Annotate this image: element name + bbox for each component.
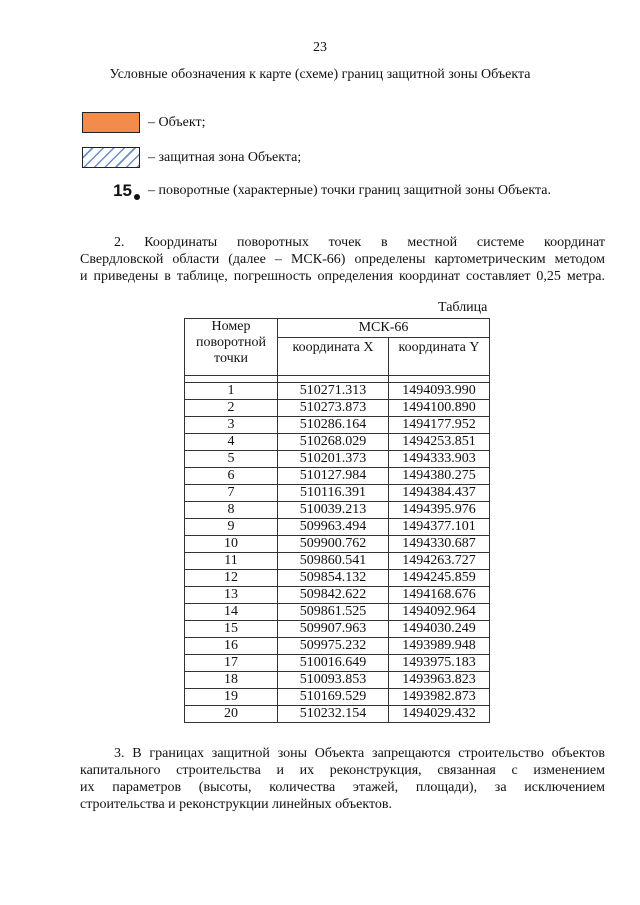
table-row: [185, 706, 490, 723]
cell-coordinate-y: 1494092.964: [389, 604, 490, 621]
table-row: [185, 417, 490, 434]
table-row: [185, 536, 490, 553]
legend-item-point: [82, 181, 551, 201]
legend-label-point: – поворотные (характерные) точки границ защитной зоны Объекта.: [148, 183, 551, 198]
coordinates-table-body: [185, 383, 490, 723]
cell-coordinate-y: 1494168.676: [389, 587, 490, 604]
header-coordinate-y: координата Y: [389, 338, 490, 376]
cell-coordinate-x: 509861.525: [278, 604, 389, 621]
cell-coordinate-y: 1494177.952: [389, 417, 490, 434]
table-row: [185, 485, 490, 502]
cell-point-number: 6: [185, 468, 278, 485]
cell-coordinate-y: 1494253.851: [389, 434, 490, 451]
cell-point-number: 5: [185, 451, 278, 468]
cell-coordinate-x: 510286.164: [278, 417, 389, 434]
cell-coordinate-x: 509842.622: [278, 587, 389, 604]
paragraph-2-line: 2. Координаты поворотных точек в местной системе координат: [114, 235, 605, 250]
paragraph-3-line: их параметров (высоты, количества этажей, площади), за исключением: [80, 780, 605, 795]
cell-point-number: 8: [185, 502, 278, 519]
cell-coordinate-y: 1494330.687: [389, 536, 490, 553]
cell-coordinate-x: 510201.373: [278, 451, 389, 468]
table-row: [185, 434, 490, 451]
table-row: [185, 519, 490, 536]
cell-coordinate-x: 509963.494: [278, 519, 389, 536]
header-coordinate-system: МСК-66: [278, 319, 490, 338]
header-point-number: Номер поворотной точки: [185, 319, 278, 376]
cell-point-number: 10: [185, 536, 278, 553]
cell-point-number: 11: [185, 553, 278, 570]
header-separator: [185, 376, 490, 383]
table-row: [185, 587, 490, 604]
cell-point-number: 12: [185, 570, 278, 587]
table-row: [185, 383, 490, 400]
legend-item-object: [82, 112, 205, 133]
cell-coordinate-y: 1494245.859: [389, 570, 490, 587]
cell-coordinate-y: 1494333.903: [389, 451, 490, 468]
cell-point-number: 15: [185, 621, 278, 638]
table-row: [185, 604, 490, 621]
cell-coordinate-x: 509854.132: [278, 570, 389, 587]
table-row: [185, 570, 490, 587]
coordinates-table: [184, 318, 490, 723]
paragraph-2-line: и приведены в таблице, погрешность определения координат составляет 0,25 метра.: [80, 269, 605, 284]
cell-coordinate-y: 1494093.990: [389, 383, 490, 400]
cell-point-number: 17: [185, 655, 278, 672]
paragraph-3-line: строительства и реконструкции линейных объектов.: [80, 797, 393, 812]
table-row: [185, 689, 490, 706]
cell-point-number: 2: [185, 400, 278, 417]
cell-point-number: 3: [185, 417, 278, 434]
cell-coordinate-y: 1494377.101: [389, 519, 490, 536]
paragraph-2-line: Свердловской области (далее – МСК-66) определены картометрическим методом: [80, 252, 605, 267]
paragraph-3-line: капитального строительства и их реконструкция, связанная с изменением: [80, 763, 605, 778]
cell-coordinate-y: 1493975.183: [389, 655, 490, 672]
object-swatch: [82, 112, 140, 133]
cell-coordinate-x: 510273.873: [278, 400, 389, 417]
table-caption: Таблица: [438, 300, 488, 315]
cell-point-number: 1: [185, 383, 278, 400]
cell-coordinate-y: 1493963.823: [389, 672, 490, 689]
legend-label-object: – Объект;: [148, 114, 206, 130]
paragraph-2: [80, 234, 605, 285]
point-dot-icon: [134, 194, 140, 200]
cell-point-number: 20: [185, 706, 278, 723]
cell-point-number: 16: [185, 638, 278, 655]
cell-coordinate-y: 1494384.437: [389, 485, 490, 502]
cell-coordinate-x: 510127.984: [278, 468, 389, 485]
cell-coordinate-y: 1494395.976: [389, 502, 490, 519]
paragraph-3: [80, 745, 605, 813]
table-row: [185, 400, 490, 417]
cell-point-number: 19: [185, 689, 278, 706]
legend-title: Условные обозначения к карте (схеме) границ защитной зоны Объекта: [109, 67, 531, 82]
cell-coordinate-x: 510093.853: [278, 672, 389, 689]
cell-point-number: 4: [185, 434, 278, 451]
point-sample-number: 15: [113, 181, 132, 200]
cell-point-number: 18: [185, 672, 278, 689]
cell-coordinate-y: 1493989.948: [389, 638, 490, 655]
table-row: [185, 502, 490, 519]
protective-zone-swatch: [82, 147, 140, 168]
cell-coordinate-y: 1494263.727: [389, 553, 490, 570]
legend-label-zone: – защитная зона Объекта;: [148, 149, 302, 165]
cell-coordinate-y: 1494029.432: [389, 706, 490, 723]
cell-point-number: 14: [185, 604, 278, 621]
table-row: [185, 621, 490, 638]
cell-coordinate-y: 1494380.275: [389, 468, 490, 485]
cell-coordinate-x: 510169.529: [278, 689, 389, 706]
cell-point-number: 13: [185, 587, 278, 604]
cell-coordinate-y: 1493982.873: [389, 689, 490, 706]
cell-coordinate-y: 1494030.249: [389, 621, 490, 638]
table-row: [185, 468, 490, 485]
cell-point-number: 7: [185, 485, 278, 502]
paragraph-3-line: 3. В границах защитной зоны Объекта запрещаются строительство объектов: [114, 746, 605, 761]
table-row: [185, 451, 490, 468]
turning-point-symbol: [82, 181, 140, 201]
table-row: [185, 638, 490, 655]
header-coordinate-x: координата X: [278, 338, 389, 376]
cell-coordinate-x: 510271.313: [278, 383, 389, 400]
table-row: [185, 553, 490, 570]
page-number: 23: [313, 40, 327, 55]
cell-coordinate-x: 510268.029: [278, 434, 389, 451]
cell-coordinate-x: 510016.649: [278, 655, 389, 672]
cell-coordinate-x: 510116.391: [278, 485, 389, 502]
cell-coordinate-x: 510232.154: [278, 706, 389, 723]
table-row: [185, 655, 490, 672]
cell-coordinate-x: 509900.762: [278, 536, 389, 553]
cell-coordinate-x: 509907.963: [278, 621, 389, 638]
cell-coordinate-x: 509975.232: [278, 638, 389, 655]
cell-point-number: 9: [185, 519, 278, 536]
legend-item-zone: [82, 147, 301, 168]
cell-coordinate-x: 509860.541: [278, 553, 389, 570]
cell-coordinate-x: 510039.213: [278, 502, 389, 519]
table-row: [185, 672, 490, 689]
cell-coordinate-y: 1494100.890: [389, 400, 490, 417]
